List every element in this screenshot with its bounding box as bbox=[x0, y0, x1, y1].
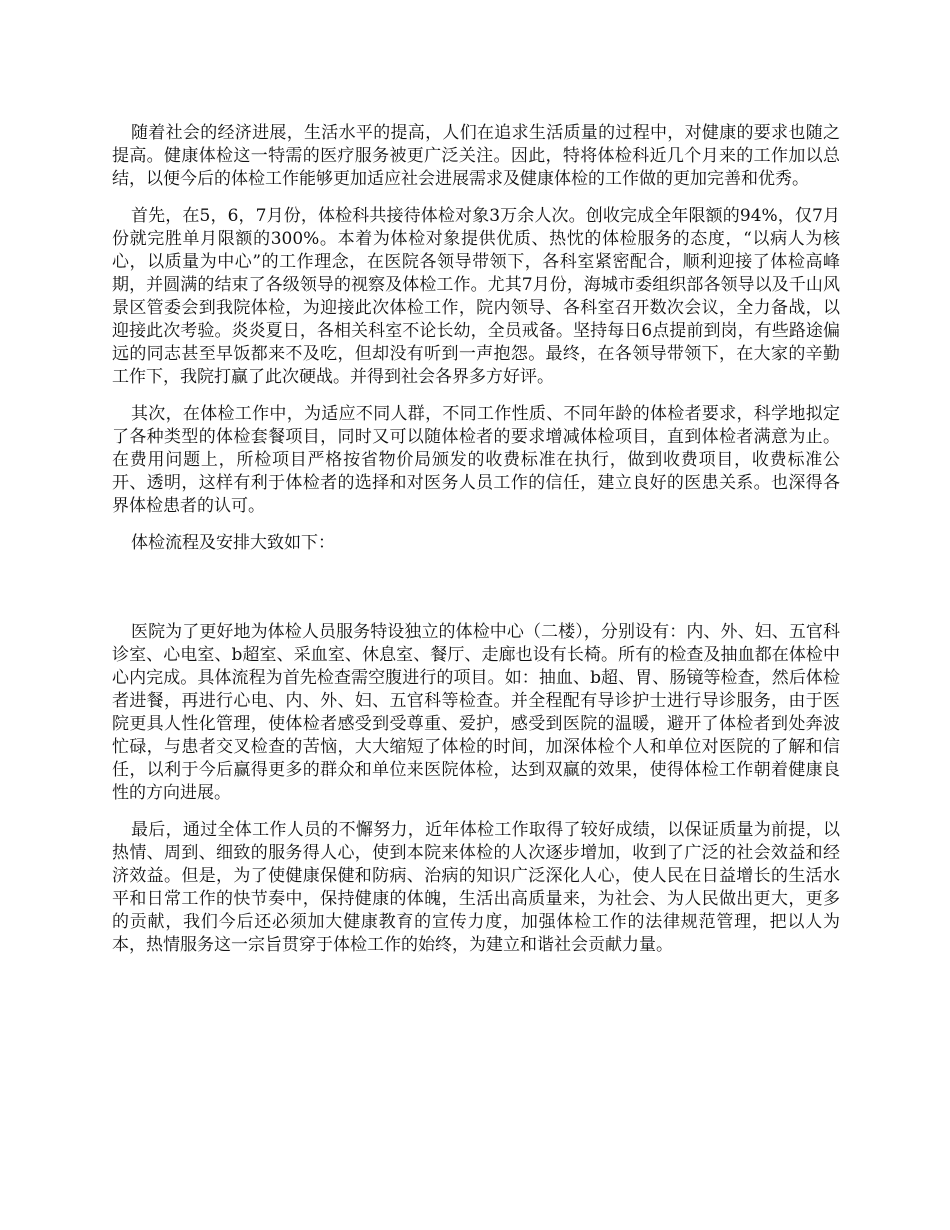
paragraph-intro: 随着社会的经济进展，生活水平的提高，人们在追求生活质量的过程中，对健康的要求也随之提高。健康体检这一特需的医疗服务被更广泛关注。因此，特将体检科近几个月来的工作加以总结，以便今后的体检工作能够更加适应社会进展需求及健康体检的工作做的更加完善和优秀。 bbox=[112, 123, 840, 189]
paragraph-final: 最后，通过全体工作人员的不懈努力，近年体检工作取得了较好成绩，以保证质量为前提，以热情、周到、细致的服务得人心，使到本院来体检的人次逐步增加，收到了广泛的社会效益和经济效益。但是，为了使健康保健和防病、治病的知识广泛深化人心，使人民在日益增长的生活水平和日常工作的快节奏中，保持健康的体魄，生活出高质量来，为社会、为人民做出更大，更多的贡献，我们今后还必须加大健康教育的宣传力度，加强体检工作的法律规范管理，把以人为本，热情服务这一宗旨贯穿于体检工作的始终，为建立和谐社会贡献力量。 bbox=[112, 820, 840, 955]
paragraph-first: 首先，在5，6，7月份，体检科共接待体检对象3万余人次。创收完成全年限额的94%，仅7月份就完胜单月限额的300%。本着为体检对象提供优质、热忱的体检服务的态度，“以病人为核心，以质量为中心”的工作理念，在医院各领导带领下，各科室紧密配合，顺利迎接了体检高峰期，并圆满的结束了各级领导的视察及体检工作。尤其7月份，海城市委组织部各领导以及千山风景区管委会到我院体检，为迎接此次体检工作，院内领导、各科室召开数次会议，全力备战，以迎接此次考验。炎炎夏日，各相关科室不论长幼，全员戒备。坚持每日6点提前到岗，有些路途偏远的同志甚至早饭都来不及吃，但却没有听到一声抱怨。最终，在各领导带领下，在大家的辛勤工作下，我院打赢了此次硬战。并得到社会各界多方好评。 bbox=[112, 206, 840, 387]
blank-gap bbox=[112, 569, 840, 621]
paragraph-process-heading: 体检流程及安排大致如下： bbox=[131, 533, 335, 553]
paragraph-process: 医院为了更好地为体检人员服务特设独立的体检中心（二楼），分别设有：内、外、妇、五官科诊室、心电室、b超室、采血室、休息室、餐厅、走廊也设有长椅。所有的检查及抽血都在体检中心内完成。具体流程为首先检查需空腹进行的项目。如：抽血、b超、胃、肠镜等检查，然后体检者进餐，再进行心电、内、外、妇、五官科等检查。并全程配有导诊护士进行导诊服务，由于医院更具人性化管理，使体检者感受到受尊重、爱护，感受到医院的温暖，避开了体检者到处奔波忙碌，与患者交叉检查的苦恼，大大缩短了体检的时间，加深体检个人和单位对医院的了解和信任，以利于今后赢得更多的群众和单位来医院体检，达到双赢的效果，使得体检工作朝着健康良性的方向进展。 bbox=[112, 622, 840, 803]
paragraph-second: 其次，在体检工作中，为适应不同人群，不同工作性质、不同年龄的体检者要求，科学地拟定了各种类型的体检套餐项目，同时又可以随体检者的要求增减体检项目，直到体检者满意为止。在费用问题上，所检项目严格按省物价局颁发的收费标准在执行，做到收费项目，收费标准公开、透明，这样有利于体检者的选择和对医务人员工作的信任，建立良好的医患关系。也深得各界体检患者的认可。 bbox=[112, 404, 840, 516]
document-body bbox=[112, 122, 840, 971]
